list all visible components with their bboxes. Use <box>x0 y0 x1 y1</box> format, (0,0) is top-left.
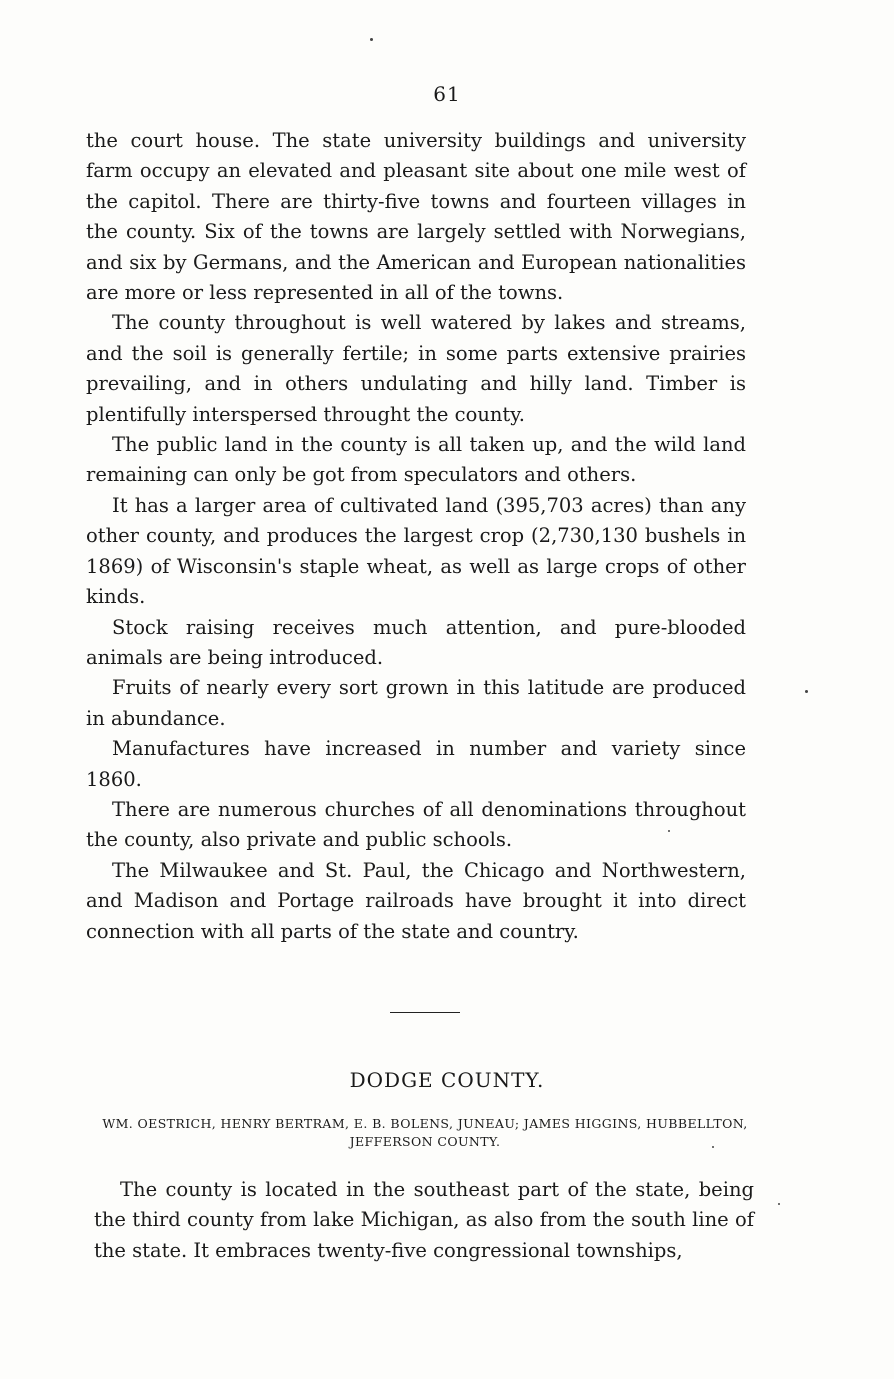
scan-speck <box>370 38 373 41</box>
paragraph: The Milwaukee and St. Paul, the Chicago and Northwestern, and Madison and Portage railroads have brought it into direct connection with all parts of the state and country. <box>86 858 746 943</box>
paragraph: the court house. The state university buildings and university farm occupy an elevated and pleasant site about one mile west of the capitol. There are thirty-five towns and fourteen villages in the county. Six of the towns are largely settled with Norwegians, and six by Germans, and the American and European nationalities are more or less represented in all of the towns. <box>86 129 746 305</box>
paragraph: Stock raising receives much attention, and pure-blooded animals are being introduced. <box>86 615 746 669</box>
paragraph: The county throughout is well watered by lakes and streams, and the soil is generally fertile; in some parts extensive prairies prevailing, and in others undulating and hilly land. Timber is plentifully interspersed throught the county. <box>86 311 746 426</box>
scan-speck <box>712 1146 714 1148</box>
dodge-county-text <box>94 1175 754 1266</box>
commissioners-line: WM. OESTRICH, HENRY BERTRAM, E. B. BOLENS, JUNEAU; JAMES HIGGINS, HUBBELLTON, JEFFERSON COUNTY. <box>102 1116 748 1149</box>
paragraph: It has a larger area of cultivated land (395,703 acres) than any other county, and produces the largest crop (2,730,130 bushels in 1869) of Wisconsin's staple wheat, as well as large crops of other kinds. <box>86 493 746 609</box>
scan-speck <box>805 690 808 693</box>
section-divider <box>390 1012 460 1013</box>
section-title: DODGE COUNTY. <box>349 1068 545 1092</box>
paragraph: The public land in the county is all taken up, and the wild land remaining can only be got from speculators and others. <box>86 433 746 487</box>
page-number: 61 <box>433 82 461 106</box>
paragraph: There are numerous churches of all denominations throughout the county, also private and public schools. <box>86 797 746 852</box>
paragraph: The county is located in the southeast part of the state, being the third county from lake Michigan, as also from the south line of the state. It embraces twenty-five congressional townships, <box>94 1178 754 1262</box>
paragraph: Manufactures have increased in number and variety since 1860. <box>86 737 746 791</box>
scan-speck <box>668 830 670 832</box>
continued-text <box>86 126 746 947</box>
scan-speck <box>778 1203 780 1205</box>
paragraph: Fruits of nearly every sort grown in this latitude are produced in abundance. <box>86 676 746 730</box>
